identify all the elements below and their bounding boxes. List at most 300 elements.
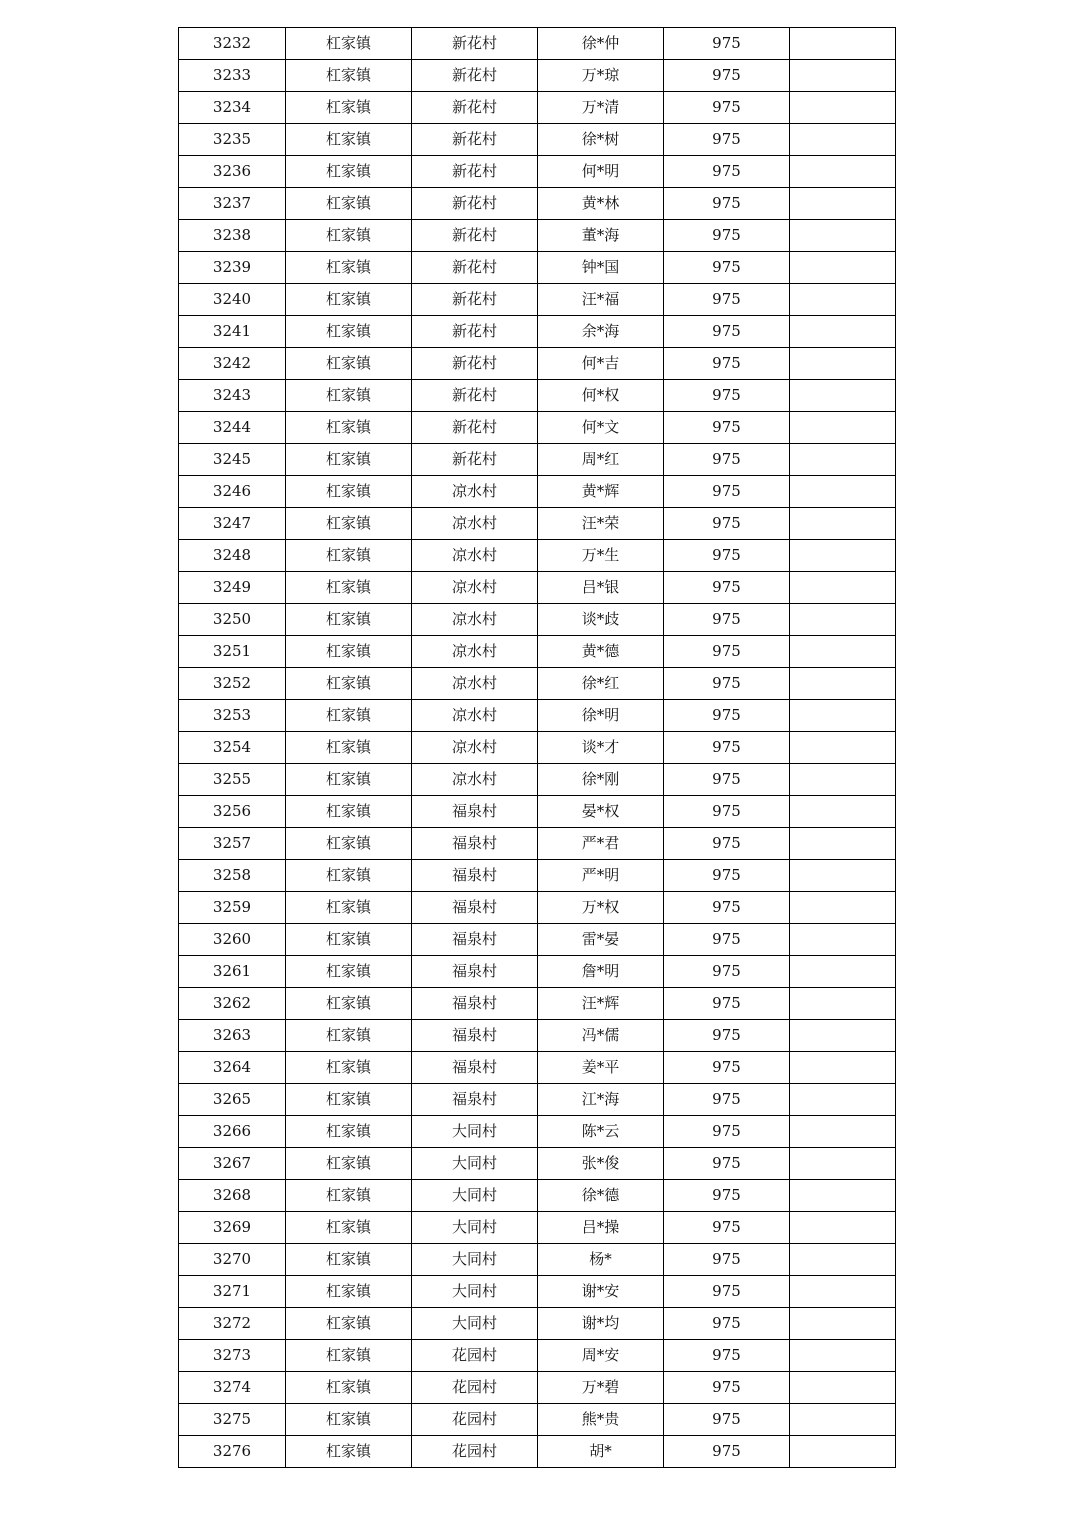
note-cell (790, 764, 896, 796)
table-row (179, 1276, 896, 1308)
table-row (179, 156, 896, 188)
amount-cell: 975 (664, 60, 790, 92)
note-cell (790, 444, 896, 476)
row-number-cell: 3244 (179, 412, 286, 444)
amount-cell: 975 (664, 124, 790, 156)
name-cell: 谈*才 (538, 732, 664, 764)
village-cell: 福泉村 (412, 892, 538, 924)
village-cell: 福泉村 (412, 1052, 538, 1084)
row-number-cell: 3234 (179, 92, 286, 124)
row-number-cell: 3258 (179, 860, 286, 892)
town-cell: 杠家镇 (286, 92, 412, 124)
row-number-cell: 3254 (179, 732, 286, 764)
amount-cell: 975 (664, 796, 790, 828)
amount-cell: 975 (664, 1084, 790, 1116)
village-cell: 凉水村 (412, 476, 538, 508)
village-cell: 凉水村 (412, 508, 538, 540)
town-cell: 杠家镇 (286, 284, 412, 316)
row-number-cell: 3240 (179, 284, 286, 316)
town-cell: 杠家镇 (286, 1340, 412, 1372)
village-cell: 凉水村 (412, 636, 538, 668)
note-cell (790, 956, 896, 988)
row-number-cell: 3267 (179, 1148, 286, 1180)
note-cell (790, 796, 896, 828)
village-cell: 凉水村 (412, 604, 538, 636)
row-number-cell: 3259 (179, 892, 286, 924)
name-cell: 何*明 (538, 156, 664, 188)
town-cell: 杠家镇 (286, 1212, 412, 1244)
amount-cell: 975 (664, 668, 790, 700)
amount-cell: 975 (664, 764, 790, 796)
amount-cell: 975 (664, 380, 790, 412)
amount-cell: 975 (664, 860, 790, 892)
amount-cell: 975 (664, 636, 790, 668)
row-number-cell: 3251 (179, 636, 286, 668)
table-row (179, 1148, 896, 1180)
table-row (179, 508, 896, 540)
town-cell: 杠家镇 (286, 124, 412, 156)
amount-cell: 975 (664, 700, 790, 732)
table-row (179, 412, 896, 444)
name-cell: 何*吉 (538, 348, 664, 380)
amount-cell: 975 (664, 28, 790, 60)
town-cell: 杠家镇 (286, 60, 412, 92)
amount-cell: 975 (664, 444, 790, 476)
village-cell: 福泉村 (412, 860, 538, 892)
table-row (179, 188, 896, 220)
note-cell (790, 1372, 896, 1404)
name-cell: 雷*晏 (538, 924, 664, 956)
note-cell (790, 1052, 896, 1084)
name-cell: 钟*国 (538, 252, 664, 284)
note-cell (790, 892, 896, 924)
name-cell: 吕*银 (538, 572, 664, 604)
note-cell (790, 636, 896, 668)
amount-cell: 975 (664, 1436, 790, 1468)
note-cell (790, 668, 896, 700)
table-row (179, 764, 896, 796)
town-cell: 杠家镇 (286, 860, 412, 892)
name-cell: 万*琼 (538, 60, 664, 92)
row-number-cell: 3253 (179, 700, 286, 732)
row-number-cell: 3266 (179, 1116, 286, 1148)
name-cell: 汪*辉 (538, 988, 664, 1020)
town-cell: 杠家镇 (286, 252, 412, 284)
row-number-cell: 3245 (179, 444, 286, 476)
name-cell: 杨* (538, 1244, 664, 1276)
table-row (179, 1308, 896, 1340)
village-cell: 新花村 (412, 124, 538, 156)
amount-cell: 975 (664, 1116, 790, 1148)
note-cell (790, 924, 896, 956)
table-row (179, 1404, 896, 1436)
row-number-cell: 3273 (179, 1340, 286, 1372)
name-cell: 汪*福 (538, 284, 664, 316)
table-row (179, 668, 896, 700)
row-number-cell: 3236 (179, 156, 286, 188)
village-cell: 新花村 (412, 220, 538, 252)
row-number-cell: 3270 (179, 1244, 286, 1276)
name-cell: 谢*均 (538, 1308, 664, 1340)
name-cell: 徐*明 (538, 700, 664, 732)
amount-cell: 975 (664, 1276, 790, 1308)
note-cell (790, 828, 896, 860)
table-row (179, 796, 896, 828)
village-cell: 新花村 (412, 156, 538, 188)
note-cell (790, 572, 896, 604)
town-cell: 杠家镇 (286, 316, 412, 348)
name-cell: 姜*平 (538, 1052, 664, 1084)
note-cell (790, 1020, 896, 1052)
town-cell: 杠家镇 (286, 444, 412, 476)
town-cell: 杠家镇 (286, 508, 412, 540)
roster-table (178, 27, 896, 1468)
row-number-cell: 3246 (179, 476, 286, 508)
town-cell: 杠家镇 (286, 636, 412, 668)
table-row (179, 380, 896, 412)
name-cell: 徐*仲 (538, 28, 664, 60)
amount-cell: 975 (664, 828, 790, 860)
note-cell (790, 1340, 896, 1372)
note-cell (790, 1180, 896, 1212)
note-cell (790, 220, 896, 252)
name-cell: 周*安 (538, 1340, 664, 1372)
row-number-cell: 3276 (179, 1436, 286, 1468)
amount-cell: 975 (664, 732, 790, 764)
name-cell: 冯*儒 (538, 1020, 664, 1052)
table-row (179, 828, 896, 860)
note-cell (790, 284, 896, 316)
town-cell: 杠家镇 (286, 668, 412, 700)
name-cell: 熊*贵 (538, 1404, 664, 1436)
note-cell (790, 604, 896, 636)
village-cell: 凉水村 (412, 764, 538, 796)
table-row (179, 124, 896, 156)
amount-cell: 975 (664, 156, 790, 188)
village-cell: 新花村 (412, 444, 538, 476)
town-cell: 杠家镇 (286, 1116, 412, 1148)
name-cell: 万*生 (538, 540, 664, 572)
note-cell (790, 412, 896, 444)
row-number-cell: 3260 (179, 924, 286, 956)
town-cell: 杠家镇 (286, 828, 412, 860)
note-cell (790, 60, 896, 92)
table-row (179, 636, 896, 668)
amount-cell: 975 (664, 1148, 790, 1180)
name-cell: 胡* (538, 1436, 664, 1468)
village-cell: 凉水村 (412, 700, 538, 732)
row-number-cell: 3261 (179, 956, 286, 988)
table-row (179, 284, 896, 316)
village-cell: 福泉村 (412, 924, 538, 956)
amount-cell: 975 (664, 476, 790, 508)
name-cell: 徐*红 (538, 668, 664, 700)
village-cell: 新花村 (412, 92, 538, 124)
row-number-cell: 3256 (179, 796, 286, 828)
row-number-cell: 3241 (179, 316, 286, 348)
table-row (179, 860, 896, 892)
name-cell: 万*权 (538, 892, 664, 924)
note-cell (790, 476, 896, 508)
note-cell (790, 540, 896, 572)
amount-cell: 975 (664, 252, 790, 284)
table-row (179, 572, 896, 604)
amount-cell: 975 (664, 284, 790, 316)
town-cell: 杠家镇 (286, 1180, 412, 1212)
table-row (179, 700, 896, 732)
town-cell: 杠家镇 (286, 540, 412, 572)
table-row (179, 444, 896, 476)
village-cell: 花园村 (412, 1404, 538, 1436)
name-cell: 陈*云 (538, 1116, 664, 1148)
note-cell (790, 252, 896, 284)
amount-cell: 975 (664, 1020, 790, 1052)
note-cell (790, 860, 896, 892)
town-cell: 杠家镇 (286, 572, 412, 604)
town-cell: 杠家镇 (286, 1276, 412, 1308)
town-cell: 杠家镇 (286, 1404, 412, 1436)
village-cell: 新花村 (412, 316, 538, 348)
amount-cell: 975 (664, 924, 790, 956)
village-cell: 大同村 (412, 1180, 538, 1212)
note-cell (790, 1276, 896, 1308)
table-row (179, 1084, 896, 1116)
name-cell: 万*清 (538, 92, 664, 124)
name-cell: 晏*权 (538, 796, 664, 828)
amount-cell: 975 (664, 540, 790, 572)
village-cell: 大同村 (412, 1244, 538, 1276)
note-cell (790, 988, 896, 1020)
table-row (179, 924, 896, 956)
name-cell: 徐*树 (538, 124, 664, 156)
table-row (179, 988, 896, 1020)
row-number-cell: 3264 (179, 1052, 286, 1084)
village-cell: 福泉村 (412, 1084, 538, 1116)
table-row (179, 540, 896, 572)
village-cell: 花园村 (412, 1436, 538, 1468)
amount-cell: 975 (664, 1340, 790, 1372)
name-cell: 黄*辉 (538, 476, 664, 508)
note-cell (790, 700, 896, 732)
note-cell (790, 188, 896, 220)
table-row (179, 1244, 896, 1276)
amount-cell: 975 (664, 220, 790, 252)
row-number-cell: 3265 (179, 1084, 286, 1116)
table-row (179, 1116, 896, 1148)
table-row (179, 1180, 896, 1212)
name-cell: 余*海 (538, 316, 664, 348)
village-cell: 大同村 (412, 1212, 538, 1244)
village-cell: 大同村 (412, 1116, 538, 1148)
name-cell: 江*海 (538, 1084, 664, 1116)
amount-cell: 975 (664, 188, 790, 220)
note-cell (790, 156, 896, 188)
row-number-cell: 3247 (179, 508, 286, 540)
note-cell (790, 1148, 896, 1180)
row-number-cell: 3235 (179, 124, 286, 156)
amount-cell: 975 (664, 1372, 790, 1404)
name-cell: 詹*明 (538, 956, 664, 988)
row-number-cell: 3275 (179, 1404, 286, 1436)
town-cell: 杠家镇 (286, 1372, 412, 1404)
table-row (179, 1340, 896, 1372)
amount-cell: 975 (664, 1404, 790, 1436)
amount-cell: 975 (664, 892, 790, 924)
table-row (179, 892, 896, 924)
town-cell: 杠家镇 (286, 988, 412, 1020)
row-number-cell: 3272 (179, 1308, 286, 1340)
amount-cell: 975 (664, 1212, 790, 1244)
name-cell: 董*海 (538, 220, 664, 252)
name-cell: 吕*操 (538, 1212, 664, 1244)
table-row (179, 1436, 896, 1468)
name-cell: 谢*安 (538, 1276, 664, 1308)
note-cell (790, 124, 896, 156)
village-cell: 福泉村 (412, 828, 538, 860)
town-cell: 杠家镇 (286, 1148, 412, 1180)
table-row (179, 348, 896, 380)
village-cell: 福泉村 (412, 956, 538, 988)
village-cell: 凉水村 (412, 572, 538, 604)
note-cell (790, 1244, 896, 1276)
row-number-cell: 3243 (179, 380, 286, 412)
village-cell: 凉水村 (412, 540, 538, 572)
town-cell: 杠家镇 (286, 1052, 412, 1084)
table-row (179, 252, 896, 284)
row-number-cell: 3248 (179, 540, 286, 572)
note-cell (790, 348, 896, 380)
row-number-cell: 3252 (179, 668, 286, 700)
village-cell: 福泉村 (412, 1020, 538, 1052)
table-row (179, 92, 896, 124)
amount-cell: 975 (664, 988, 790, 1020)
table-row (179, 1372, 896, 1404)
name-cell: 徐*德 (538, 1180, 664, 1212)
village-cell: 新花村 (412, 412, 538, 444)
table-row (179, 956, 896, 988)
note-cell (790, 316, 896, 348)
row-number-cell: 3274 (179, 1372, 286, 1404)
name-cell: 谈*歧 (538, 604, 664, 636)
town-cell: 杠家镇 (286, 732, 412, 764)
village-cell: 新花村 (412, 348, 538, 380)
village-cell: 新花村 (412, 252, 538, 284)
village-cell: 福泉村 (412, 988, 538, 1020)
table-row (179, 60, 896, 92)
table-row (179, 1052, 896, 1084)
roster-table-body (179, 28, 896, 1468)
note-cell (790, 380, 896, 412)
row-number-cell: 3250 (179, 604, 286, 636)
town-cell: 杠家镇 (286, 380, 412, 412)
amount-cell: 975 (664, 1308, 790, 1340)
note-cell (790, 92, 896, 124)
town-cell: 杠家镇 (286, 156, 412, 188)
note-cell (790, 732, 896, 764)
row-number-cell: 3242 (179, 348, 286, 380)
name-cell: 徐*刚 (538, 764, 664, 796)
row-number-cell: 3233 (179, 60, 286, 92)
amount-cell: 975 (664, 316, 790, 348)
table-row (179, 732, 896, 764)
amount-cell: 975 (664, 508, 790, 540)
town-cell: 杠家镇 (286, 1084, 412, 1116)
row-number-cell: 3232 (179, 28, 286, 60)
amount-cell: 975 (664, 92, 790, 124)
row-number-cell: 3239 (179, 252, 286, 284)
village-cell: 新花村 (412, 188, 538, 220)
table-row (179, 1020, 896, 1052)
table-row (179, 476, 896, 508)
table-row (179, 1212, 896, 1244)
village-cell: 大同村 (412, 1308, 538, 1340)
town-cell: 杠家镇 (286, 1244, 412, 1276)
row-number-cell: 3255 (179, 764, 286, 796)
town-cell: 杠家镇 (286, 764, 412, 796)
note-cell (790, 508, 896, 540)
amount-cell: 975 (664, 1244, 790, 1276)
town-cell: 杠家镇 (286, 220, 412, 252)
village-cell: 大同村 (412, 1148, 538, 1180)
note-cell (790, 1308, 896, 1340)
village-cell: 新花村 (412, 284, 538, 316)
village-cell: 大同村 (412, 1276, 538, 1308)
village-cell: 福泉村 (412, 796, 538, 828)
name-cell: 周*红 (538, 444, 664, 476)
row-number-cell: 3257 (179, 828, 286, 860)
name-cell: 万*碧 (538, 1372, 664, 1404)
village-cell: 新花村 (412, 60, 538, 92)
row-number-cell: 3268 (179, 1180, 286, 1212)
amount-cell: 975 (664, 572, 790, 604)
name-cell: 黄*德 (538, 636, 664, 668)
town-cell: 杠家镇 (286, 28, 412, 60)
town-cell: 杠家镇 (286, 1436, 412, 1468)
amount-cell: 975 (664, 412, 790, 444)
town-cell: 杠家镇 (286, 796, 412, 828)
name-cell: 何*权 (538, 380, 664, 412)
row-number-cell: 3263 (179, 1020, 286, 1052)
table-row (179, 316, 896, 348)
note-cell (790, 1404, 896, 1436)
note-cell (790, 1084, 896, 1116)
amount-cell: 975 (664, 1052, 790, 1084)
name-cell: 严*君 (538, 828, 664, 860)
table-row (179, 220, 896, 252)
town-cell: 杠家镇 (286, 924, 412, 956)
note-cell (790, 28, 896, 60)
town-cell: 杠家镇 (286, 604, 412, 636)
table-row (179, 604, 896, 636)
town-cell: 杠家镇 (286, 348, 412, 380)
row-number-cell: 3269 (179, 1212, 286, 1244)
village-cell: 凉水村 (412, 732, 538, 764)
row-number-cell: 3249 (179, 572, 286, 604)
amount-cell: 975 (664, 604, 790, 636)
note-cell (790, 1212, 896, 1244)
row-number-cell: 3238 (179, 220, 286, 252)
note-cell (790, 1116, 896, 1148)
village-cell: 新花村 (412, 28, 538, 60)
row-number-cell: 3271 (179, 1276, 286, 1308)
note-cell (790, 1436, 896, 1468)
town-cell: 杠家镇 (286, 1308, 412, 1340)
name-cell: 黄*林 (538, 188, 664, 220)
town-cell: 杠家镇 (286, 188, 412, 220)
town-cell: 杠家镇 (286, 892, 412, 924)
row-number-cell: 3262 (179, 988, 286, 1020)
name-cell: 张*俊 (538, 1148, 664, 1180)
